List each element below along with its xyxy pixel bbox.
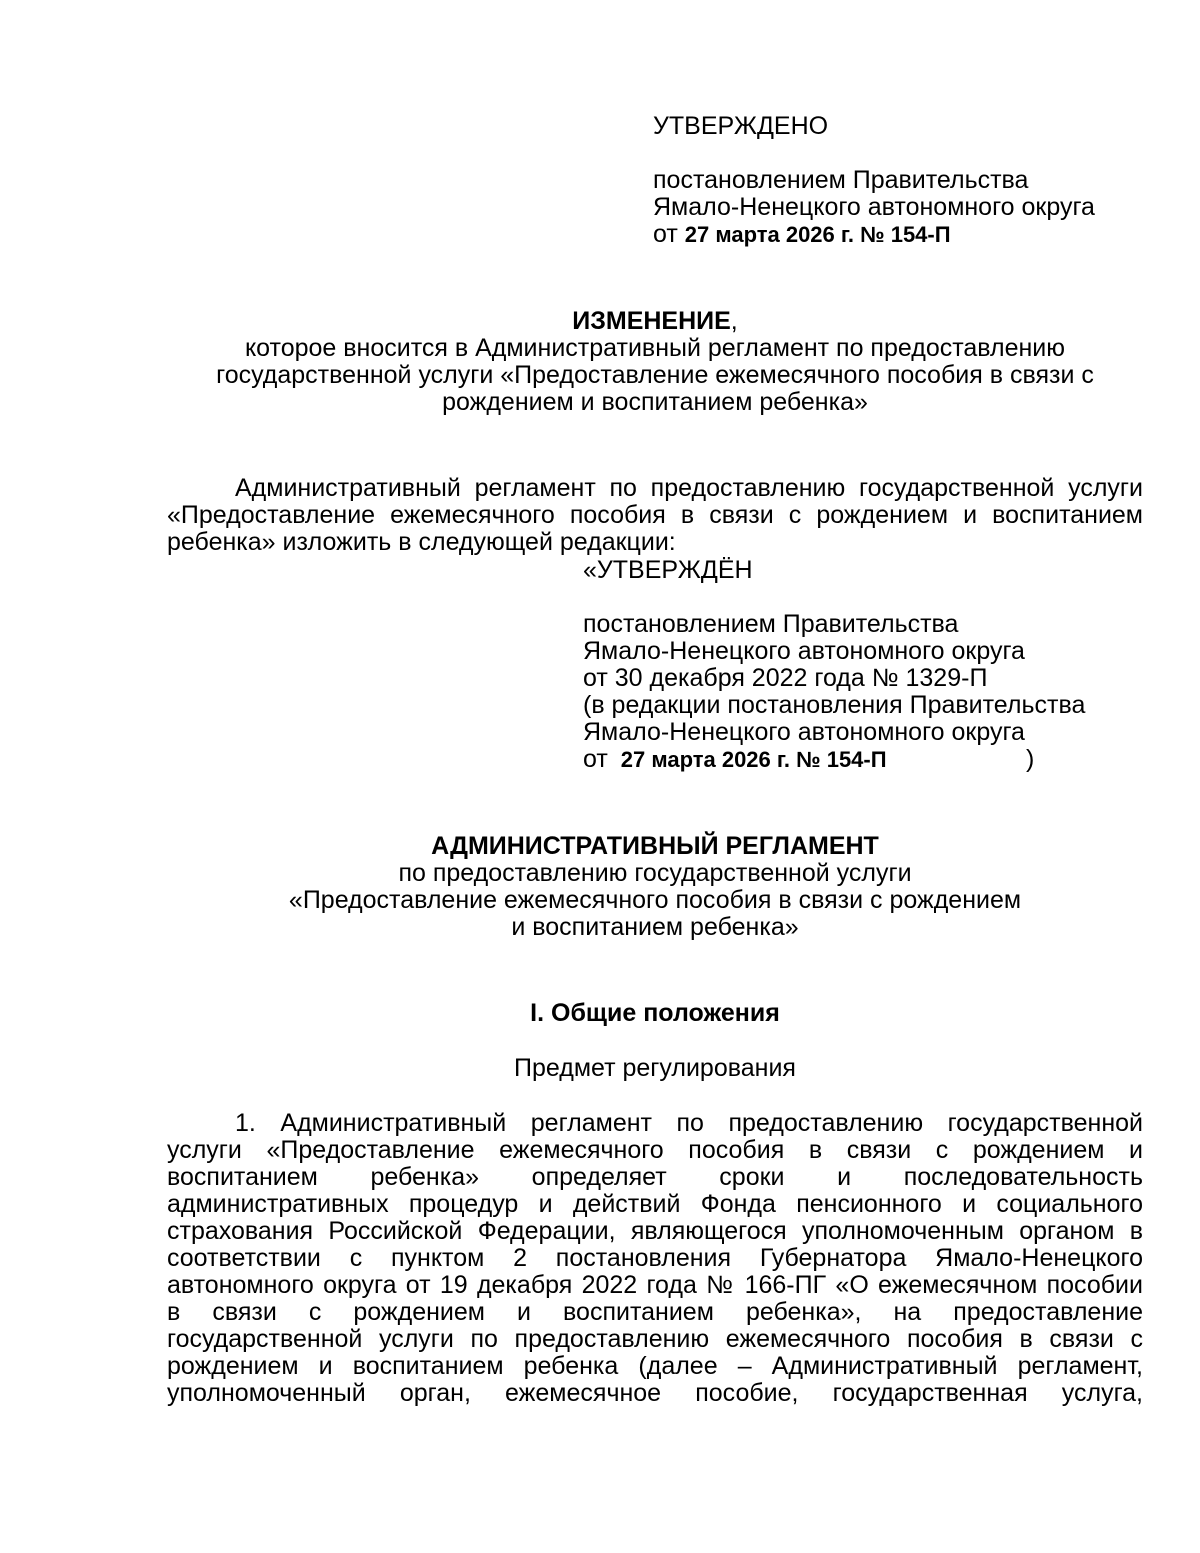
approved-line-5: Ямало-Ненецкого автономного округа (583, 718, 1025, 746)
change-subtitle-line-3: рождением и воспитанием ребенка» (442, 388, 868, 416)
paragraph-1-line-9: государственной услуги по предоставлению ежемесячного пособия в связи с (167, 1325, 1143, 1353)
approval-date-line (653, 221, 1173, 248)
paragraph-1 (167, 1110, 1143, 1407)
approved-closing-paren: ) (1026, 745, 1035, 773)
approved-block (583, 557, 1143, 773)
paragraph-1-line-7: автономного округа от 19 декабря 2022 года № 166-ПГ «О ежемесячном пособии (167, 1271, 1143, 1299)
approved-line-2: Ямало-Ненецкого автономного округа (583, 637, 1025, 665)
paragraph-1-line-10: рождением и воспитанием ребенка (далее – Административный регламент, (167, 1352, 1143, 1380)
approval-line-1: постановлением Правительства (653, 166, 1029, 194)
approval-date-prefix: от (653, 220, 678, 248)
approval-title: УТВЕРЖДЕНО (653, 112, 829, 140)
paragraph-1-line-3: воспитанием ребенка» определяет сроки и последовательность (167, 1163, 1143, 1191)
paragraph-1-line-2: услуги «Предоставление ежемесячного пособия в связи с рождением и (167, 1136, 1143, 1164)
regulation-subtitle-line-2: «Предоставление ежемесячного пособия в связи с рождением (288, 886, 1022, 914)
approved-title: «УТВЕРЖДЁН (583, 556, 753, 584)
approval-date-value: 27 марта 2026 г. № 154-П (684, 222, 951, 247)
paragraph-1-line-1: 1. Административный регламент по предоставлению государственной (235, 1109, 1143, 1137)
regulation-subtitle-line-1: по предоставлению государственной услуги (398, 859, 912, 887)
approval-line-2: Ямало-Ненецкого автономного округа (653, 193, 1095, 221)
change-title: ИЗМЕНЕНИЕ (572, 307, 731, 335)
change-subtitle-line-2: государственной услуги «Предоставление ежемесячного пособия в связи с (216, 361, 1094, 389)
regulation-heading (160, 833, 1150, 941)
change-heading (160, 308, 1150, 416)
paragraph-1-line-5: страхования Российской Федерации, являющегося уполномоченным органом в (167, 1217, 1143, 1245)
intro-paragraph (167, 475, 1143, 556)
regulation-title: АДМИНИСТРАТИВНЫЙ РЕГЛАМЕНТ (431, 832, 879, 860)
paragraph-1-line-11: уполномоченный орган, ежемесячное пособие, государственная услуга, (167, 1379, 1143, 1407)
paragraph-1-line-6: соответствии с пунктом 2 постановления Губернатора Ямало-Ненецкого (167, 1244, 1143, 1272)
paragraph-1-line-8: в связи с рождением и воспитанием ребенка», на предоставление (167, 1298, 1143, 1326)
section-title: I. Общие положения (530, 999, 780, 1027)
paragraph-1-line-4: административных процедур и действий Фонда пенсионного и социального (167, 1190, 1143, 1218)
approval-block (653, 113, 1173, 248)
section-block (160, 1000, 1150, 1082)
change-title-line (160, 308, 1150, 335)
approved-line-3: от 30 декабря 2022 года № 1329-П (583, 664, 988, 692)
approved-date-prefix: от (583, 745, 608, 773)
intro-line-3: ребенка» изложить в следующей редакции: (167, 528, 676, 556)
intro-line-2: «Предоставление ежемесячного пособия в связи с рождением и воспитанием (167, 501, 1143, 529)
section-subtitle: Предмет регулирования (514, 1054, 796, 1082)
approved-line-4: (в редакции постановления Правительства (583, 691, 1086, 719)
regulation-subtitle-line-3: и воспитанием ребенка» (511, 913, 799, 941)
approved-date-line (583, 746, 1143, 773)
approved-date-value: 27 марта 2026 г. № 154-П (620, 747, 887, 772)
change-title-suffix: , (730, 307, 738, 335)
change-subtitle-line-1: которое вносится в Административный регламент по предоставлению (244, 334, 1066, 362)
intro-line-1: Административный регламент по предоставлению государственной услуги (235, 474, 1143, 502)
approved-line-1: постановлением Правительства (583, 610, 959, 638)
